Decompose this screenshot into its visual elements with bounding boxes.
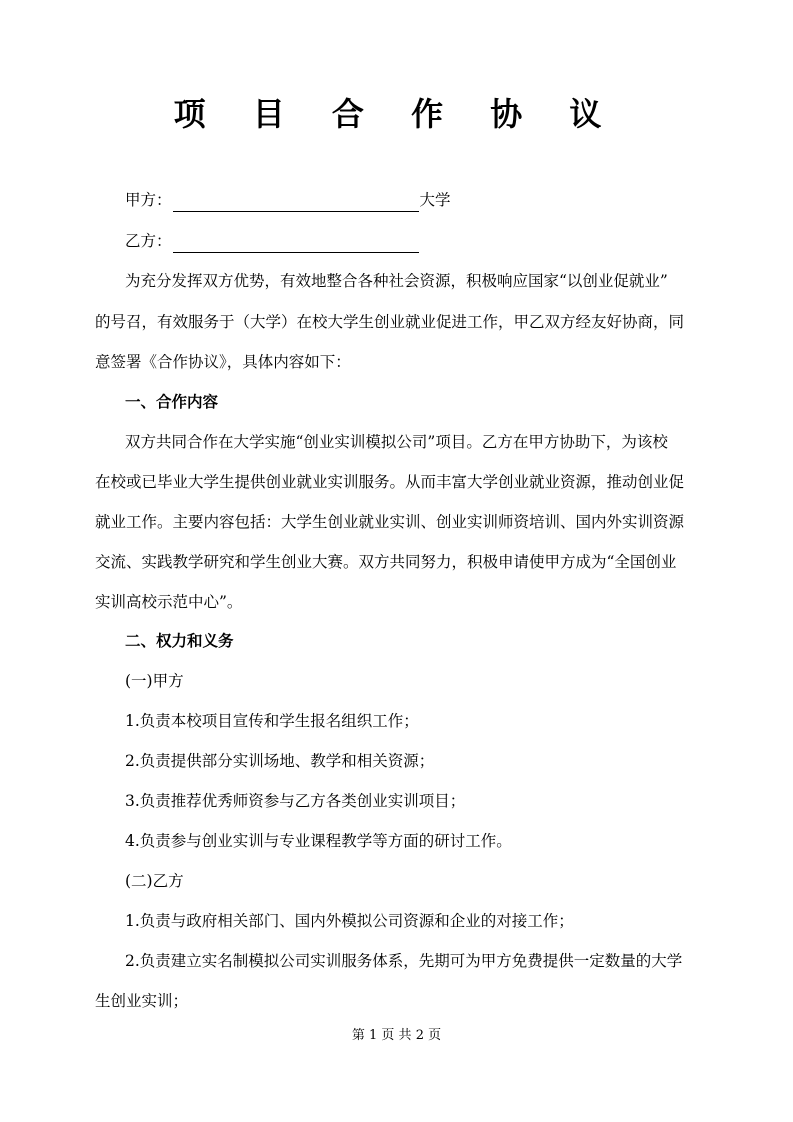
party-a-item-4: 4.负责参与创业实训与专业课程教学等方面的研讨工作。	[125, 832, 512, 850]
party-b-subheading: (二)乙方	[125, 872, 184, 890]
section1-line-5: 实训高校示范中心”。	[95, 593, 243, 611]
section1-line-3: 就业工作。主要内容包括：大学生创业就业实训、创业实训师资培训、国内外实训资源	[95, 513, 685, 531]
section1-line-2: 在校或已毕业大学生提供创业就业实训服务。从而丰富大学创业就业资源，推动创业促	[95, 473, 685, 491]
party-a-item-3: 3.负责推荐优秀师资参与乙方各类创业实训项目；	[125, 792, 466, 810]
party-b-item-2-cont: 生创业实训；	[95, 992, 189, 1010]
party-a-blank	[173, 193, 419, 212]
party-b-blank	[173, 234, 419, 253]
party-a-line	[125, 188, 705, 212]
intro-line-3: 意签署《合作协议》，具体内容如下：	[95, 353, 351, 371]
page-footer: 第 1 页 共 2 页	[351, 1028, 442, 1043]
party-a-item-1: 1.负责本校项目宣传和学生报名组织工作；	[125, 712, 419, 730]
party-a-subheading: (一)甲方	[125, 672, 184, 690]
party-b-label: 乙方：	[125, 232, 172, 250]
section2-heading: 二、权力和义务	[125, 632, 234, 650]
intro-line-2: 的号召，有效服务于（大学）在校大学生创业就业促进工作，甲乙双方经友好协商，同	[95, 313, 685, 331]
party-a-label: 甲方：	[125, 191, 172, 209]
section1-heading: 一、合作内容	[125, 393, 219, 411]
section1-line-1: 双方共同合作在大学实施“创业实训模拟公司”项目。乙方在甲方协助下，为该校	[125, 433, 668, 451]
party-b-item-2: 2.负责建立实名制模拟公司实训服务体系，先期可为甲方免费提供一定数量的大学	[125, 952, 683, 970]
party-a-suffix: 大学	[419, 191, 451, 209]
party-b-line	[125, 229, 705, 253]
section1-line-4: 交流、实践教学研究和学生创业大赛。双方共同努力，积极申请使甲方成为“全国创业	[95, 553, 677, 571]
party-b-item-1: 1.负责与政府相关部门、国内外模拟公司资源和企业的对接工作；	[125, 912, 574, 930]
document-title: 项 目 合 作 协 议	[173, 95, 620, 133]
party-a-item-2: 2.负责提供部分实训场地、教学和相关资源；	[125, 752, 435, 770]
intro-line-1: 为充分发挥双方优势，有效地整合各种社会资源，积极响应国家“以创业促就业”	[125, 272, 668, 290]
